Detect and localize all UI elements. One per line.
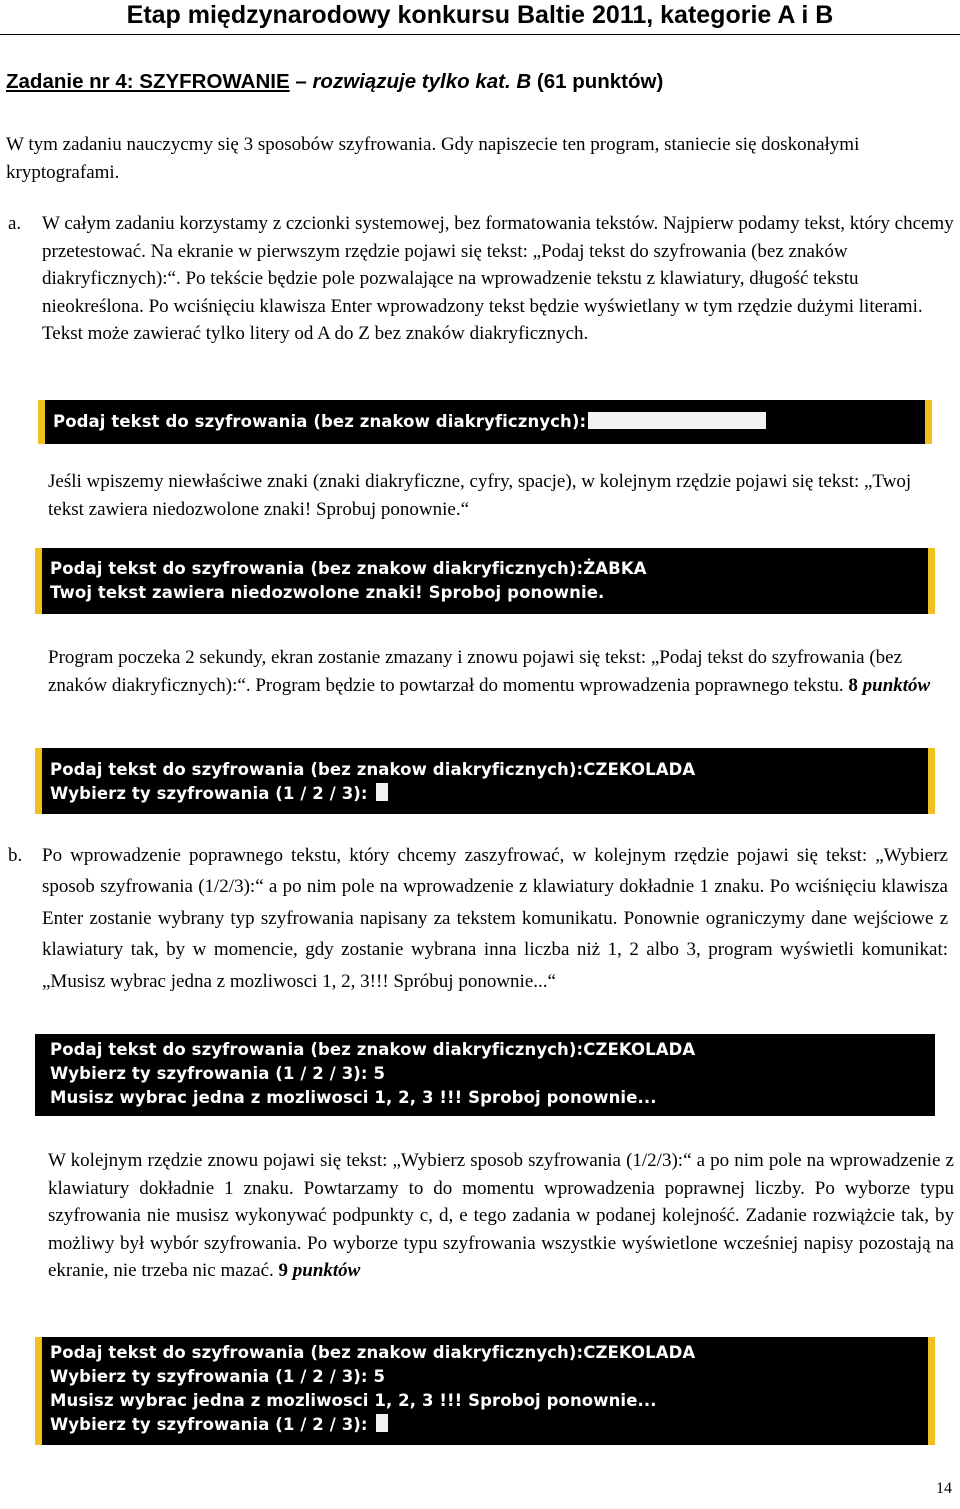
section-b-paragraph: [8, 840, 948, 997]
console-line: Podaj tekst do szyfrowania (bez znakow diakryficznych):CZEKOLADA: [50, 1343, 696, 1362]
console-line: Twoj tekst zawiera niedozwolone znaki! Sproboj ponownie.: [50, 583, 605, 602]
console-line: [53, 411, 766, 433]
console-prompt-text: Podaj tekst do szyfrowania (bez znakow diakryficznych):: [53, 412, 587, 431]
retry-paragraph: [48, 644, 938, 699]
console-screen-5: [35, 1337, 935, 1445]
task-dash: –: [295, 70, 307, 93]
repeat-text: W kolejnym rzędzie znowu pojawi się tekst: „Wybierz sposob szyfrowania (1/2/3):“ a po nim pole na wprowadzenie z klawiatury dokładnie 1 znaku. Powtarzamy to do momentu wprowadzenia poprawnej liczby. Po wyborze typu szyfrowania nie musisz wykonywać podpunkty c, d, e tego zadania w podanej kolejność. Zadanie rozwiążcie tak, by możliwy był wybór szyfrowania. Po wyborze typu szyfrowania wszystkie wyświetlone wcześniej napisy pozostają na ekranie, nie trzeba nic mazać.: [48, 1150, 954, 1281]
console-line: Wybierz ty szyfrowania (1 / 2 / 3):: [50, 783, 388, 805]
retry-text: Program poczeka 2 sekundy, ekran zostanie zmazany i znowu pojawi się tekst: „Podaj tekst do szyfrowania (bez znaków diakryficznych):“. Program będzie to powtarzał do momentu wprowadzenia poprawnego tekstu.: [48, 647, 903, 696]
intro-paragraph: W tym zadaniu nauczycmy się 3 sposobów szyfrowania. Gdy napiszecie ten program, staniecie się doskonałymi kryptografami.: [6, 134, 860, 183]
console-line: Musisz wybrac jedna z mozliwosci 1, 2, 3 !!! Sproboj ponownie...: [50, 1088, 657, 1107]
console-line: Wybierz ty szyfrowania (1 / 2 / 3):: [50, 1414, 388, 1436]
console-screen-1: [38, 400, 932, 444]
page-header-title: Etap międzynarodowy konkursu Baltie 2011, kategorie A i B: [126, 1, 834, 29]
task-name: Zadanie nr 4: SZYFROWANIE: [6, 70, 290, 93]
console-screen-2: [35, 548, 935, 614]
header-divider: [0, 34, 960, 35]
console-line: Wybierz ty szyfrowania (1 / 2 / 3): 5: [50, 1367, 386, 1386]
page-number: 14: [936, 1480, 952, 1497]
section-b-text: Po wprowadzenie poprawnego tekstu, który chcemy zaszyfrować, w kolejnym rzędzie pojawi się tekst: „Wybierz sposob szyfrowania (1/2/3):“ a po nim pole na wprowadzenie z klawiatury dokładnie 1 znaku. Po wciśnięciu klawisza Enter zostanie wybrany typ szyfrowania napisany za tekstem komunikatu. Ponownie ograniczymy dane wejściowe z klawiatury tak, by w momencie, gdy zostanie wybrana inna liczba niż 1, 2 albo 3, program wyświetli komunikat: „Musisz wybrac jedna z mozliwosci 1, 2, 3!!! Spróbuj ponownie...“: [42, 845, 948, 992]
section-b-label: b.: [8, 845, 23, 866]
text-input-field[interactable]: [588, 412, 766, 429]
console-line: Podaj tekst do szyfrowania (bez znakow diakryficznych):ŻABKA: [50, 559, 647, 578]
section-a-label: a.: [8, 213, 22, 234]
section-a-text: W całym zadaniu korzystamy z czcionki systemowej, bez formatowania tekstów. Najpierw podamy tekst, który chcemy przetestować. Na ekranie w pierwszym rzędzie pojawi się tekst: „Podaj tekst do szyfrowania (bez znaków diakryficznych):“. Po tekście będzie pole pozwalające na wprowadzenie tekstu z klawiatury, długość tekstu nieokreślona. Po wciśnięciu klawisza Enter wprowadzony tekst będzie wyświetlany w tym rzędzie dużymi literami. Tekst może zawierać tylko litery od A do Z bez znaków diakryficznych.: [42, 213, 954, 344]
console-line: Podaj tekst do szyfrowania (bez znakow diakryficznych):CZEKOLADA: [50, 1040, 696, 1059]
task-title: [6, 70, 663, 94]
console-screen-3: [35, 748, 935, 814]
repeat-paragraph: [48, 1147, 954, 1285]
invalid-input-paragraph: Jeśli wpiszemy niewłaściwe znaki (znaki diakryficzne, cyfry, spacje), w kolejnym rzędzie pojawi się tekst: „Twoj tekst zawiera niedozwolone znaki! Sprobuj ponownie.“: [48, 471, 912, 520]
input-cursor[interactable]: [376, 1414, 388, 1432]
section-a-paragraph: [8, 210, 954, 348]
console-screen-4: [35, 1034, 935, 1116]
points-label: 8 punktów: [848, 674, 931, 696]
console-line: Wybierz ty szyfrowania (1 / 2 / 3): 5: [50, 1064, 386, 1083]
console-line: Musisz wybrac jedna z mozliwosci 1, 2, 3 !!! Sproboj ponownie...: [50, 1391, 657, 1410]
console-line: Podaj tekst do szyfrowania (bez znakow diakryficznych):CZEKOLADA: [50, 760, 696, 779]
task-category-note: rozwiązuje tylko kat. B: [312, 70, 532, 93]
points-label: 9 punktów: [278, 1260, 361, 1281]
input-cursor[interactable]: [376, 783, 388, 801]
task-points: (61 punktów): [536, 70, 664, 93]
